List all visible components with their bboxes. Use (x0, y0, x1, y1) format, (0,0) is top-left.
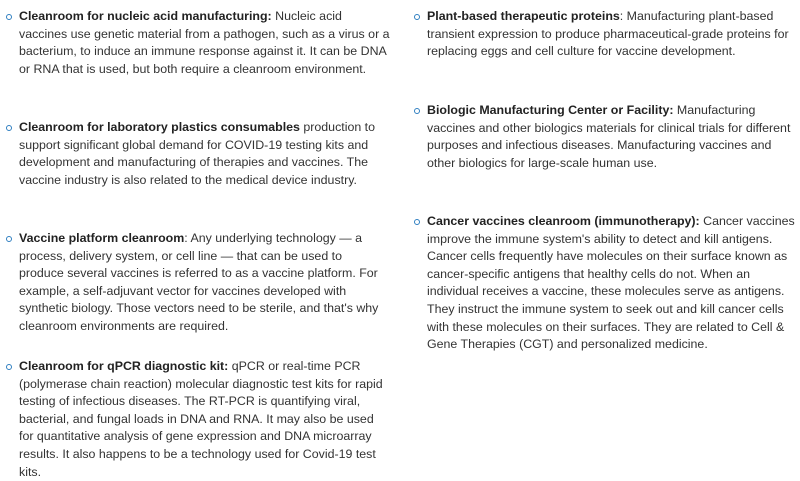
list-item-vaccine-platform (0, 230, 390, 336)
list-item-cancer-vaccines (408, 213, 796, 354)
list-item-plant-based (408, 8, 796, 61)
item-text (427, 8, 796, 61)
item-text (427, 102, 796, 172)
item-title: Cleanroom for nucleic acid manufacturing: (19, 9, 272, 23)
bullet-icon (6, 236, 12, 242)
item-body: : Any underlying technology — a process, delivery system, or cell line — that can be used to produce several vaccines is referred to as a vaccine platform. For example, a self-adjuvant vector for vaccines developed with synthetic biology. Those vectors need to be sterile, and that's why cleanroom environments are required. (19, 231, 379, 333)
item-body: qPCR or real-time PCR (polymerase chain reaction) molecular diagnostic test kits for rapid testing of infectious diseases. The RT-PCR is quantifying viral, bacterial, and fungal loads in DNA and RNA. It may also be used for quantitative analysis of gene expression and DNA microarray results. It also happens to be a technology used for Covid-19 test kits. (19, 359, 383, 479)
item-body: : Manufacturing plant-based transient expression to produce pharmaceutical-grade proteins for replacing eggs and cell culture for vaccine development. (427, 9, 789, 59)
item-text (19, 230, 390, 336)
item-text (427, 213, 796, 354)
bullet-icon (414, 108, 420, 114)
item-title: Cleanroom for qPCR diagnostic kit: (19, 359, 229, 373)
item-title: Cancer vaccines cleanroom (immunotherapy): (427, 214, 700, 228)
item-text (19, 8, 390, 78)
item-text (19, 119, 390, 189)
bullet-icon (6, 364, 12, 370)
bullet-icon (6, 125, 12, 131)
bullet-icon (6, 14, 12, 20)
item-title: Plant-based therapeutic proteins (427, 9, 620, 23)
item-text (19, 358, 390, 481)
item-title: Vaccine platform cleanroom (19, 231, 185, 245)
item-body: production to support significant global demand for COVID-19 testing kits and development and manufacturing of therapies and vaccines. The vaccine industry is also related to the medical device industry. (19, 120, 376, 187)
list-item-nucleic-acid (0, 8, 390, 78)
item-title: Cleanroom for laboratory plastics consumables (19, 120, 300, 134)
item-body: Cancer vaccines improve the immune system's ability to detect and kill antigens. Cancer cells frequently have molecules on their surface known as cancer-specific antigens that healthy cells do not. When an individual receives a vaccine, these molecules serve as antigens. They instruct the immune system to seek out and kill cancer cells with these molecules on their surfaces. They are related to Cell & Gene Therapies (CGT) and personalized medicine. (427, 214, 795, 352)
bullet-icon (414, 219, 420, 225)
item-title: Biologic Manufacturing Center or Facility: (427, 103, 674, 117)
item-body: Nucleic acid vaccines use genetic material from a pathogen, such as a virus or a bacterium, to induce an immune response against it. It can be DNA or RNA that is used, but both require a cleanroom environment. (19, 9, 390, 76)
list-item-biologic-center (408, 102, 796, 172)
bullet-icon (414, 14, 420, 20)
list-item-qpcr (0, 358, 390, 481)
item-body: Manufacturing vaccines and other biologics materials for clinical trials for different purposes and infectious diseases. Manufacturing vaccines and other biologics for large-scale human use. (427, 103, 791, 170)
list-item-lab-plastics (0, 119, 390, 189)
